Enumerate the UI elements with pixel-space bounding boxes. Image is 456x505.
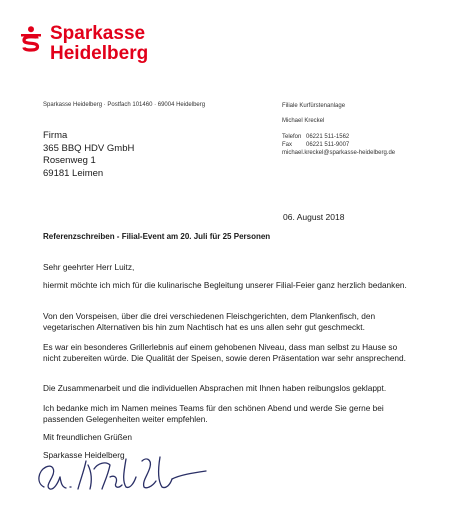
handwritten-signature <box>30 447 220 497</box>
contact-person: Michael Kreckel <box>282 118 325 124</box>
recipient-line2: 365 BBQ HDV GmbH <box>43 142 135 154</box>
fax-row <box>282 141 349 149</box>
paragraph-2: Von den Vorspeisen, über die drei verschiedenen Fleischgerichten, dem Plankenfisch, den vegetarischen Alternativen bis hin zum Nachtisch hat es uns allen sehr gut geschmeckt. <box>43 311 376 332</box>
letter-date: 06. August 2018 <box>283 212 345 222</box>
closing-phrase: Mit freundlichen Grüßen <box>43 432 133 442</box>
brand-name-line2: Heidelberg <box>50 43 149 64</box>
recipient-address <box>43 130 134 180</box>
recipient-line3: Rosenweg 1 <box>43 155 96 166</box>
recipient-line4: 69181 Leimen <box>43 167 104 179</box>
recipient-line1: Firma <box>43 130 68 141</box>
letter-subject: Referenzschreiben - Filial-Event am 20. Juli für 25 Personen <box>43 232 271 241</box>
phone-label: Telefon <box>282 134 302 140</box>
paragraph-5: Ich bedanke mich im Namen meines Teams für den schönen Abend und werde Sie gerne bei passenden Gelegenheiten weiter empfehlen. <box>43 403 384 424</box>
brand-name <box>50 24 148 64</box>
salutation: Sehr geehrter Herr Luitz, <box>43 262 135 272</box>
fax-label: Fax <box>282 142 293 148</box>
fax-number: 06221 511-9007 <box>306 142 350 148</box>
contact-numbers <box>282 133 349 149</box>
brand-name-line1: Sparkasse <box>50 23 146 44</box>
paragraph-4: Die Zusammenarbeit und die individuellen Absprachen mit Ihnen haben reibungslos geklappt. <box>43 383 387 393</box>
branch-name: Filiale Kurfürstenanlage <box>282 103 346 109</box>
phone-row <box>282 133 349 141</box>
sender-return-address: Sparkasse Heidelberg · Postfach 101460 · 69004 Heidelberg <box>43 102 206 108</box>
paragraph-1: hiermit möchte ich mich für die kulinarische Begleitung unserer Filial-Feier ganz herzlich bedanken. <box>43 280 407 290</box>
contact-email: michael.kreckel@sparkasse-heidelberg.de <box>282 150 396 156</box>
signer-name: Sparkasse Heidelberg <box>43 450 125 460</box>
paragraph-3: Es war ein besonderes Grillerlebnis auf einem gehobenen Niveau, dass man selbst zu Hause so nicht zubereiten würde. Die Qualität der Speisen, sowie deren Präsentation war sehr ansprechend. <box>43 342 406 363</box>
sparkasse-s-icon <box>20 26 42 52</box>
contact-block <box>282 102 395 157</box>
phone-number: 06221 511-1562 <box>306 134 350 140</box>
